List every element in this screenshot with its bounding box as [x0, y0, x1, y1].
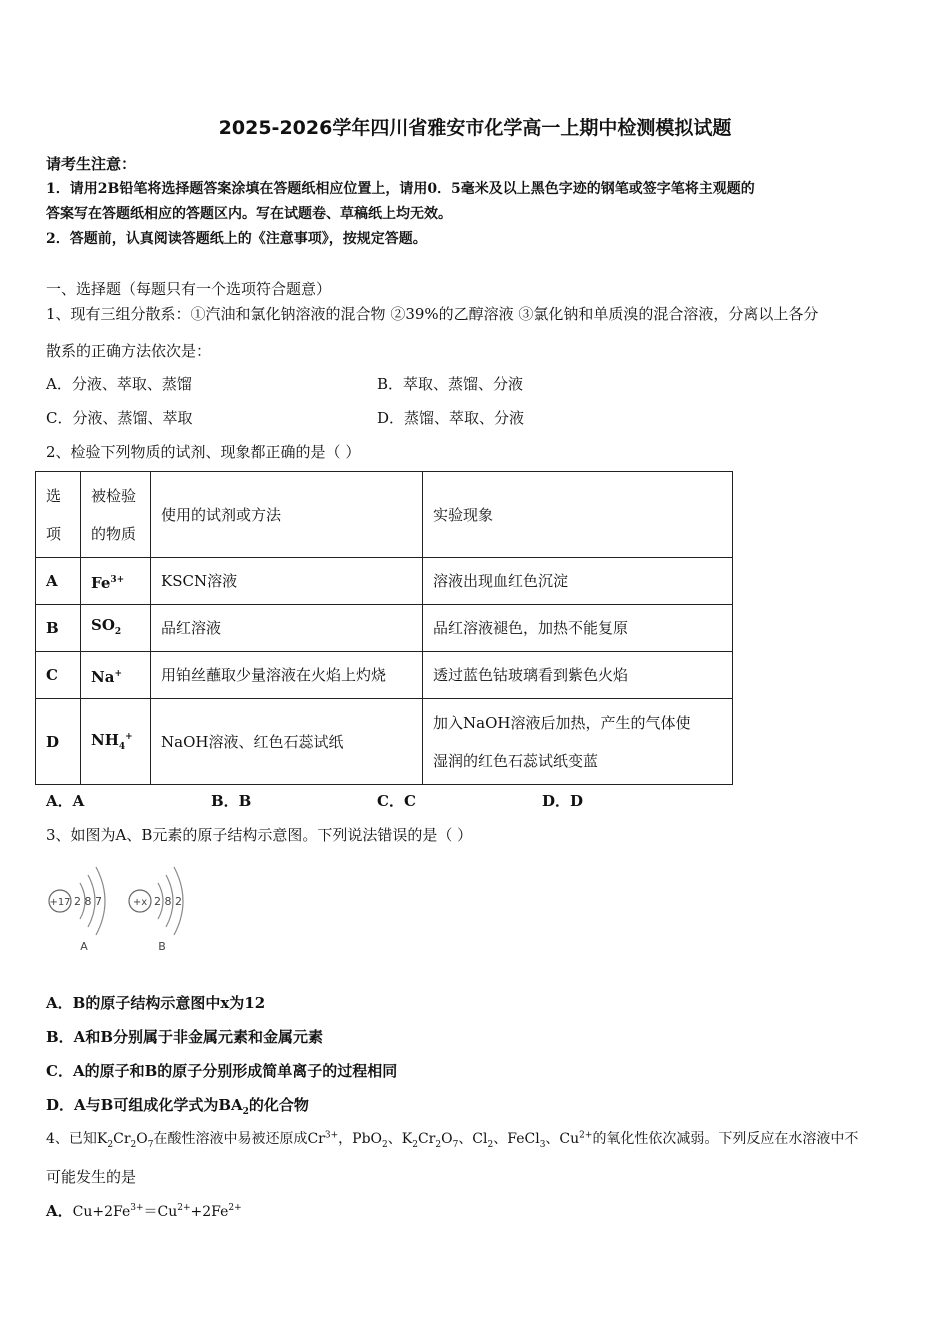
row-option: A — [36, 558, 81, 605]
q1-option-d[interactable]: D．蒸馏、萃取、分液 — [377, 409, 525, 427]
q1-option-b[interactable]: B．萃取、蒸馏、分液 — [377, 375, 524, 393]
section-heading: 一、选择题（每题只有一个选项符合题意） — [46, 280, 332, 298]
atom-b-label: B — [158, 940, 166, 953]
q2-stem: 2、检验下列物质的试剂、现象都正确的是（ ） — [46, 443, 361, 461]
atom-a-shells: 2 8 7 — [74, 895, 102, 908]
q1-stem-line1: 1、现有三组分散系：①汽油和氯化钠溶液的混合物 ②39%的乙醇溶液 ③氯化钠和单质溴的混合溶液，分离以上各分 — [46, 305, 819, 323]
table-row — [36, 605, 733, 652]
header-reagent: 使用的试剂或方法 — [151, 472, 423, 558]
q1-option-a[interactable]: A．分液、萃取、蒸馏 — [46, 375, 192, 393]
row-phenomenon: 品红溶液褪色，加热不能复原 — [423, 605, 733, 652]
row-phenomenon: 透过蓝色钴玻璃看到紫色火焰 — [423, 652, 733, 699]
atom-a-label: A — [80, 940, 88, 953]
q2-table — [35, 471, 733, 785]
table-header-row — [36, 472, 733, 558]
q1-stem-line2: 散系的正确方法依次是： — [46, 342, 212, 360]
notice-line-1: 1．请用2B铅笔将选择题答案涂填在答题纸相应位置上，请用0．5毫米及以上黑色字迹的钢笔或签字笔将主观题的 — [46, 181, 755, 197]
table-row — [36, 699, 733, 785]
row-option: D — [36, 699, 81, 785]
row-substance: Na+ — [81, 652, 151, 699]
q3-option-c[interactable]: C．A的原子和B的原子分别形成简单离子的过程相同 — [46, 1062, 398, 1080]
q2-option-b[interactable]: B．B — [211, 792, 252, 810]
notice-heading: 请考生注意： — [46, 155, 137, 173]
atom-b-shells: 2 8 2 — [154, 895, 182, 908]
row-reagent: KSCN溶液 — [151, 558, 423, 605]
row-substance: $Fe^{3+}$ — [81, 558, 151, 605]
q3-option-d[interactable]: D．A与B可组成化学式为$BA_2$的化合物 — [46, 1096, 309, 1117]
row-phenomenon: 加入NaOH溶液后加热，产生的气体使 湿润的红色石蕊试纸变蓝 — [423, 699, 733, 785]
q4-stem-line2: 可能发生的是 — [46, 1168, 137, 1186]
row-reagent: 品红溶液 — [151, 605, 423, 652]
row-substance: $NH_4^+$ — [81, 699, 151, 785]
header-option: 选 项 — [36, 472, 81, 558]
q4-stem-line1: 4、已知$K_2Cr_2O_7$在酸性溶液中易被还原成$Cr^{3+}$，PbO$_2$、$K_2Cr_2O_7$、$Cl_2$、FeCl$_3$、$Cu^{2+}$的氧化性依次减弱。下列反应在水溶液中不 — [46, 1130, 859, 1150]
q2-option-c[interactable]: C．C — [377, 792, 416, 810]
header-substance: 被检验 的物质 — [81, 472, 151, 558]
q2-option-a[interactable]: A．A — [46, 792, 85, 810]
notice-line-1b: 答案写在答题纸相应的答题区内。写在试题卷、草稿纸上均无效。 — [46, 206, 452, 222]
q2-option-d[interactable]: D．D — [542, 792, 584, 810]
notice-line-2: 2．答题前，认真阅读答题纸上的《注意事项》，按规定答题。 — [46, 231, 427, 247]
q3-option-b[interactable]: B．A和B分别属于非金属元素和金属元素 — [46, 1028, 323, 1046]
q4-option-a[interactable]: A．$Cu+2Fe^{3+}=Cu^{2+}+2Fe^{2+}$ — [46, 1202, 242, 1220]
q1-option-c[interactable]: C．分液、蒸馏、萃取 — [46, 409, 193, 427]
table-row — [36, 652, 733, 699]
row-reagent: NaOH溶液、红色石蕊试纸 — [151, 699, 423, 785]
atom-b-diagram — [120, 855, 280, 955]
row-option: C — [36, 652, 81, 699]
row-reagent: 用铂丝蘸取少量溶液在火焰上灼烧 — [151, 652, 423, 699]
atom-b-nucleus: +x — [132, 897, 148, 908]
q3-option-a[interactable]: A．B的原子结构示意图中x为12 — [46, 994, 266, 1012]
row-substance: $SO_2$ — [81, 605, 151, 652]
table-row — [36, 558, 733, 605]
row-option: B — [36, 605, 81, 652]
atom-a-nucleus: +17 — [49, 897, 71, 908]
q3-stem: 3、如图为A、B元素的原子结构示意图。下列说法错误的是（ ） — [46, 826, 473, 844]
header-phenomenon: 实验现象 — [423, 472, 733, 558]
row-phenomenon: 溶液出现血红色沉淀 — [423, 558, 733, 605]
page-title: 2025-2026学年四川省雅安市化学高一上期中检测模拟试题 — [218, 117, 732, 139]
